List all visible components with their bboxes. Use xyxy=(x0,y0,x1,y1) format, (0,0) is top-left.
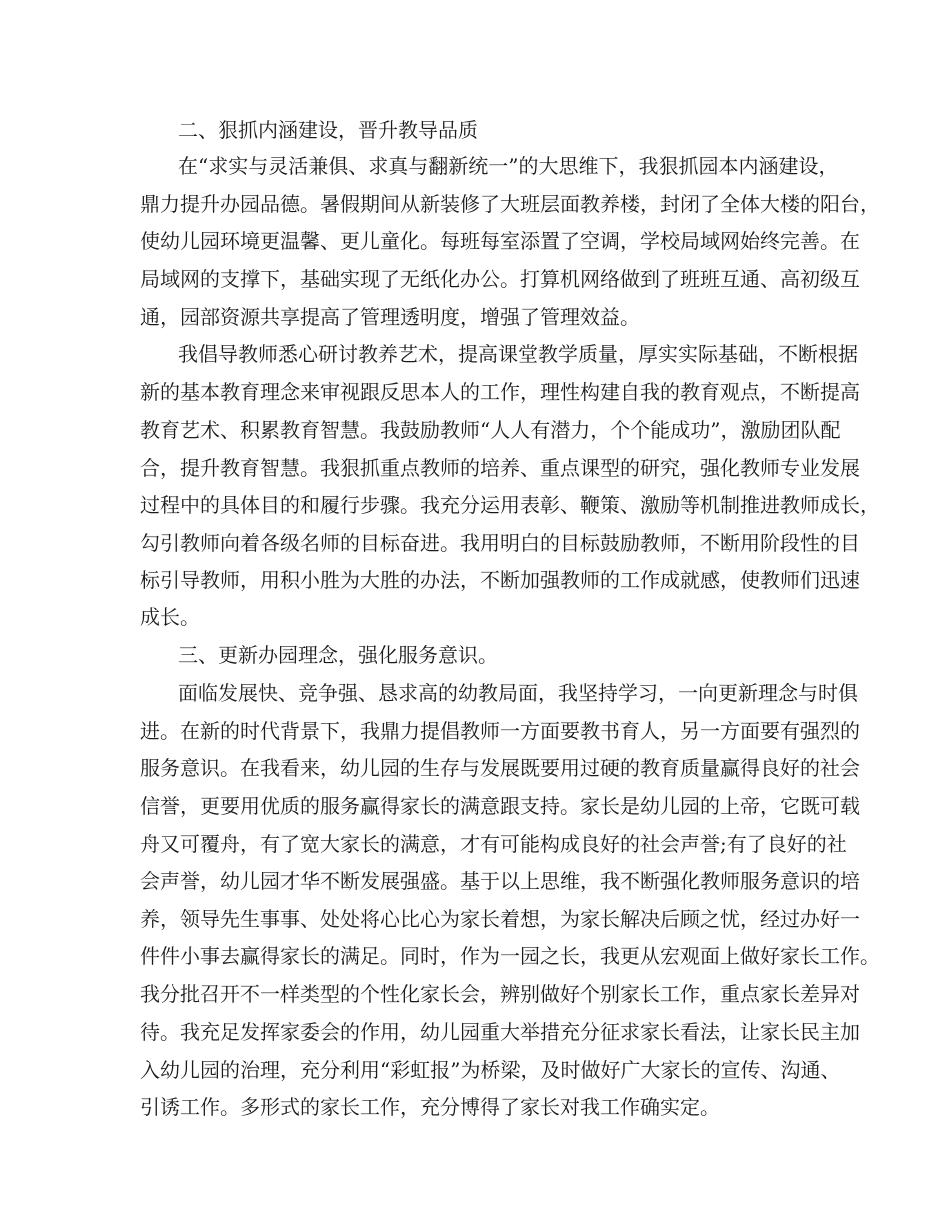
section-heading-3: 三、更新办园理念，强化服务意识。 xyxy=(178,643,498,667)
paragraph-line: 通，园部资源共享提高了管理透明度，增强了管理效益。 xyxy=(140,305,640,329)
paragraph-line: 养，领导先生事事、处处将心比心为家长着想，为家长解决后顾之忧，经过办好一 xyxy=(140,907,860,931)
paragraph-line: 局域网的支撑下，基础实现了无纸化办公。打算机网络做到了班班互通、高初级互 xyxy=(140,267,860,291)
paragraph-line: 标引导教师，用积小胜为大胜的办法，不断加强教师的工作成就感，使教师们迅速 xyxy=(140,568,860,592)
paragraph-line: 教育艺术、积累教育智慧。我鼓励教师“人人有潜力，个个能成功”，激励团队配 xyxy=(140,418,841,442)
paragraph-line: 引诱工作。多形式的家长工作，充分博得了家长对我工作确实定。 xyxy=(140,1095,720,1119)
paragraph-line: 新的基本教育理念来审视跟反思本人的工作，理性构建自我的教育观点，不断提高 xyxy=(140,380,860,404)
paragraph-line: 会声誉，幼儿园才华不断发展强盛。基于以上思维，我不断强化教师服务意识的培 xyxy=(140,869,860,893)
paragraph-line: 进。在新的时代背景下，我鼎力提倡教师一方面要教书育人，另一方面要有强烈的 xyxy=(140,719,860,743)
paragraph-line: 我倡导教师悉心研讨教养艺术，提高课堂教学质量，厚实实际基础，不断根据 xyxy=(178,342,858,366)
paragraph-line: 舟又可覆舟，有了宽大家长的满意，才有可能构成良好的社会声誉;有了良好的社 xyxy=(140,832,847,856)
paragraph-line: 面临发展快、竞争强、恳求高的幼教局面，我坚持学习，一向更新理念与时俱 xyxy=(178,681,858,705)
section-heading-2: 二、狠抓内涵建设，晋升教导品质 xyxy=(178,118,478,142)
paragraph-line: 待。我充足发挥家委会的作用，幼儿园重大举措充分征求家长看法，让家长民主加 xyxy=(140,1020,860,1044)
paragraph-line: 我分批召开不一样类型的个性化家长会，辨别做好个别家长工作，重点家长差异对 xyxy=(140,982,860,1006)
paragraph-line: 在“求实与灵活兼俱、求真与翻新统一”的大思维下，我狠抓园本内涵建设， xyxy=(178,154,839,178)
paragraph-line: 勾引教师向着各级名师的目标奋进。我用明白的目标鼓励教师，不断用阶段性的目 xyxy=(140,531,860,555)
paragraph-line: 合，提升教育智慧。我狠抓重点教师的培养、重点课型的研究，强化教师专业发展 xyxy=(140,456,860,480)
paragraph-line: 件件小事去赢得家长的满足。同时，作为一园之长，我更从宏观面上做好家长工作。 xyxy=(140,944,880,968)
paragraph-line: 过程中的具体目的和履行步骤。我充分运用表彰、鞭策、激励等机制推进教师成长， xyxy=(140,493,880,517)
paragraph-line: 入幼儿园的治理，充分利用“彩虹报”为桥梁，及时做好广大家长的宣传、沟通、 xyxy=(140,1058,841,1082)
paragraph-line: 使幼儿园环境更温馨、更儿童化。每班每室添置了空调，学校局域网始终完善。在 xyxy=(140,229,860,253)
paragraph-line: 服务意识。在我看来，幼儿园的生存与发展既要用过硬的教育质量赢得良好的社会 xyxy=(140,756,860,780)
paragraph-line: 成长。 xyxy=(140,605,200,629)
paragraph-line: 鼎力提升办园品德。暑假期间从新装修了大班层面教养楼，封闭了全体大楼的阳台， xyxy=(140,192,880,216)
paragraph-line: 信誉，更要用优质的服务赢得家长的满意跟支持。家长是幼儿园的上帝，它既可载 xyxy=(140,794,860,818)
